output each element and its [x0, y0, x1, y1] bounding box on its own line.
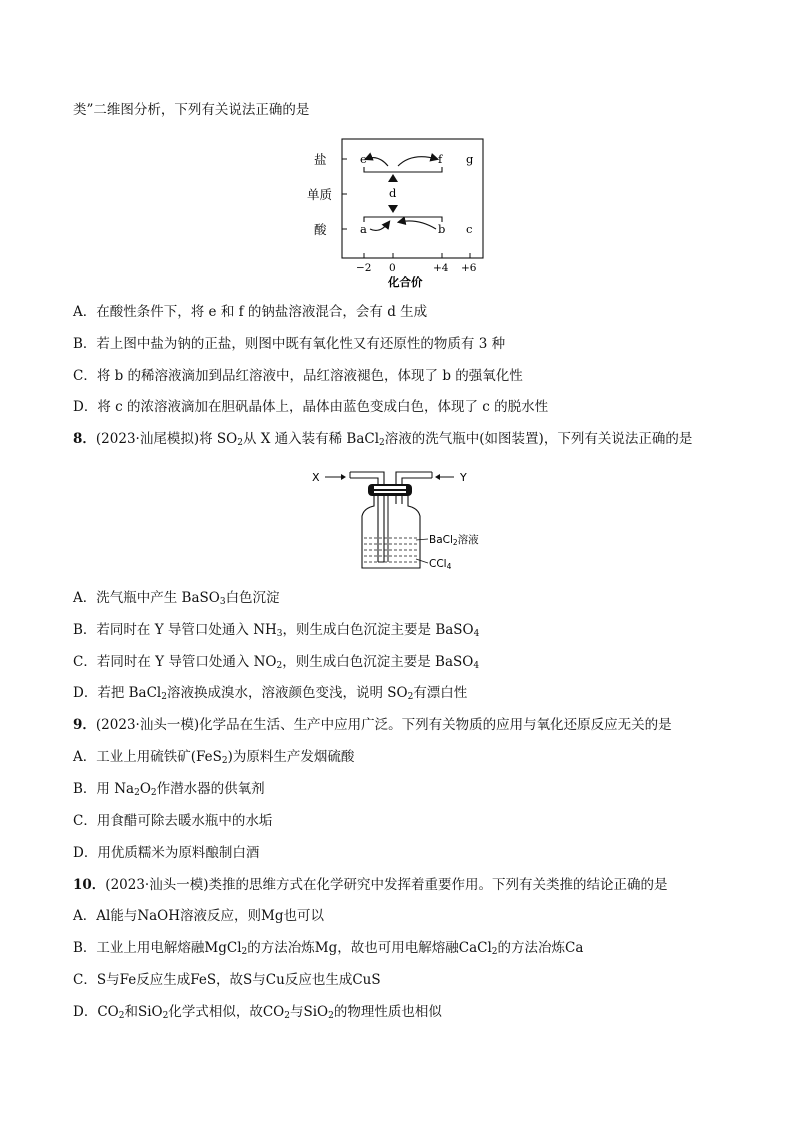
q9-option-d: D．用优质糯米为原料酿制白酒	[73, 845, 260, 861]
question-number: 8．	[73, 431, 96, 447]
y-label-acid: 酸	[314, 222, 327, 237]
y-label-element: 单质	[307, 187, 333, 202]
bracket-top	[364, 167, 442, 172]
arrow-from-b	[399, 221, 436, 229]
q8-option-a: A．洗气瓶中产生 BaSO$_3$白色沉淀	[73, 590, 280, 607]
q7-option-d: D．将 c 的浓溶液滴加在胆矾晶体上，晶体由蓝色变成白色，体现了 c 的脱水性	[73, 399, 549, 415]
q8-option-d: D．若把 BaCl$_2$溶液换成溴水，溶液颜色变浅，说明 $SO_2$有漂白性	[73, 685, 468, 702]
label-x: X	[312, 471, 320, 484]
label-y: Y	[460, 471, 467, 484]
triangle-down	[388, 205, 398, 213]
stopper	[368, 484, 412, 496]
x-tick-plus4: +4	[433, 262, 449, 274]
q8-option-c: C．若同时在 Y 导管口处通入 $NO_2$，则生成白色沉淀主要是 BaSO$_4$	[73, 654, 480, 671]
q10-stem: 10．(2023·汕头一模)类推的思维方式在化学研究中发挥着重要作用。下列有关类推的结论正确的是	[73, 877, 668, 893]
point-e: e	[360, 152, 367, 166]
x-tick-0: 0	[389, 262, 396, 274]
question-number: 9．	[73, 717, 96, 733]
q9-option-b: B．用 $Na_2O_2$作潜水器的供氧剂	[73, 781, 265, 798]
q8-stem: 8．(2023·汕尾模拟)将 $SO_2$从 X 通入装有稀 BaCl$_2$溶液的洗气瓶中(如图装置)，下列有关说法正确的是	[73, 431, 693, 448]
x-tick-plus6: +6	[461, 262, 477, 274]
q9-stem: 9．(2023·汕头一模)化学品在生活、生产中应用广泛。下列有关物质的应用与氧化还原反应无关的是	[73, 717, 672, 733]
q8-option-b: B．若同时在 Y 导管口处通入 $NH_3$，则生成白色沉淀主要是 BaSO$_4$	[73, 622, 480, 639]
point-b: b	[438, 222, 446, 236]
q7-option-b: B．若上图中盐为钠的正盐，则图中既有氧化性又有还原性的物质有 3 种	[73, 336, 506, 352]
x-tick-minus2: −2	[356, 262, 372, 274]
arrow-from-a	[370, 222, 389, 230]
q10-option-c: C．S与Fe反应生成FeS，故S与Cu反应也生成CuS	[73, 972, 381, 988]
point-g: g	[466, 152, 474, 166]
point-a: a	[360, 222, 367, 236]
q7-option-a: A．在酸性条件下，将 e 和 f 的钠盐溶液混合，会有 d 生成	[73, 304, 428, 320]
q9-option-c: C．用食醋可除去暖水瓶中的水垢	[73, 813, 273, 829]
gas-washing-bottle-diagram	[308, 462, 494, 578]
q7-option-c: C．将 b 的稀溶液滴加到品红溶液中，品红溶液褪色，体现了 b 的强氧化性	[73, 368, 523, 384]
x-axis-label: 化合价	[388, 275, 423, 289]
question-number: 10．	[73, 877, 106, 893]
triangle-up	[388, 174, 398, 182]
point-f: f	[438, 152, 443, 166]
q10-option-d: D．$CO_2$和SiO$_2$化学式相似，故$CO_2$与SiO$_2$的物理性质也相似	[73, 1004, 442, 1021]
valence-class-diagram	[300, 132, 500, 294]
arrow-to-f	[398, 157, 437, 166]
q9-option-a: A．工业上用硫铁矿(FeS$_2$)为原料生产发烟硫酸	[73, 749, 355, 766]
point-c: c	[466, 222, 473, 236]
bottle	[362, 496, 420, 568]
point-d: d	[389, 186, 397, 200]
q10-option-b: B．工业上用电解熔融MgCl$_2$的方法冶炼Mg，故也可用电解熔融CaCl$_2$的方法冶炼Ca	[73, 940, 584, 957]
q10-option-a: A．Al能与NaOH溶液反应，则Mg也可以	[73, 908, 324, 924]
question-stem-continuation: 类”二维图分析，下列有关说法正确的是	[73, 102, 310, 118]
y-label-salt: 盐	[314, 152, 327, 167]
label-ccl4: CCl4	[429, 558, 452, 571]
arrow-to-e	[366, 158, 388, 166]
label-bacl2-solution: BaCl2溶液	[429, 534, 479, 547]
